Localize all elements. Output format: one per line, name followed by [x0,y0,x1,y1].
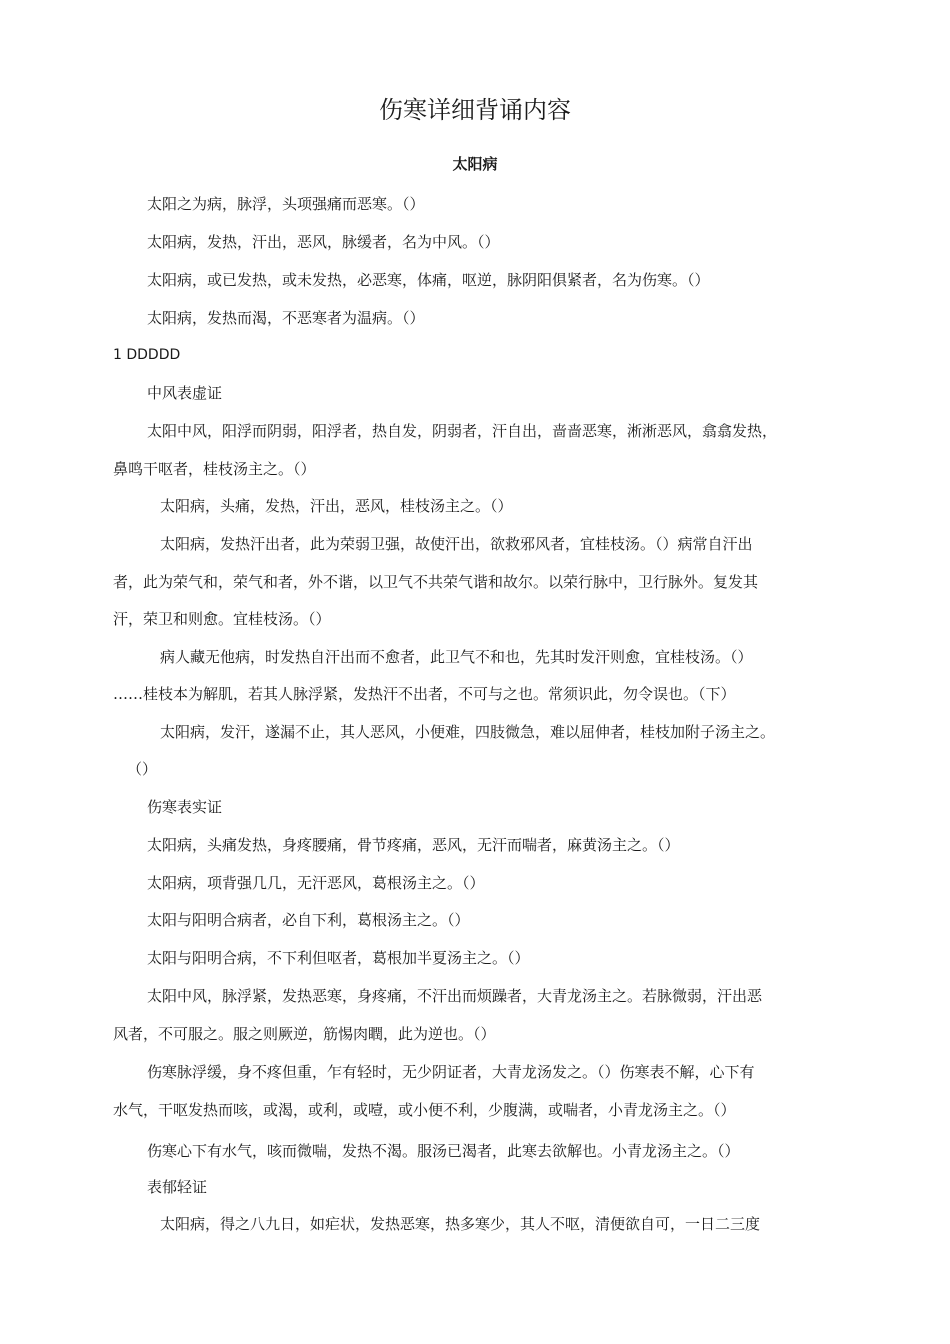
section-heading: 太阳病 [452,155,498,173]
subsection-heading: 伤寒表实证 [147,798,223,816]
text-line: 太阳病，项背强几几，无汗恶风，葛根汤主之。（） [147,874,485,892]
text-line: 太阳病，发热汗出者，此为荣弱卫强，故使汗出，欲救邪风者，宜桂枝汤。（）病常自汗出 [160,535,753,553]
text-line: （） [127,760,158,778]
text-line: 太阳病，或已发热，或未发热，必恶寒，体痛，呕逆，脉阴阳俱紧者，名为伤寒。（） [147,271,710,289]
text-line: 太阳病，头痛发热，身疼腰痛，骨节疼痛，恶风，无汗而喘者，麻黄汤主之。（） [147,836,680,854]
text-line: 太阳病，头痛，发热，汗出，恶风，桂枝汤主之。（） [160,497,513,515]
text-line: 太阳中风，脉浮紧，发热恶寒，身疼痛，不汗出而烦躁者，大青龙汤主之。若脉微弱，汗出恶 [147,987,763,1005]
text-line: 鼻鸣干呕者，桂枝汤主之。（） [113,460,316,478]
text-line: 太阳中风，阳浮而阴弱，阳浮者，热自发，阴弱者，汗自出，啬啬恶寒，淅淅恶风，翕翕发热， [147,422,778,440]
section-number: 1 DDDDD [113,347,181,363]
text-line: 伤寒心下有水气，咳而微喘，发热不渴。服汤已渴者，此寒去欲解也。小青龙汤主之。（） [147,1142,740,1160]
text-line: 水气，干呕发热而咳，或渴，或利，或噎，或小便不利，少腹满，或喘者，小青龙汤主之。（） [113,1101,736,1119]
subsection-heading: 中风表虚证 [147,384,223,402]
subsection-heading: 表郁轻证 [147,1178,208,1196]
text-line: ……桂枝本为解肌，若其人脉浮紧，发热汗不出者，不可与之也。常须识此，勿令误也。（下） [113,685,736,703]
text-line: 太阳病，发热，汗出，恶风，脉缓者，名为中风。（） [147,233,500,251]
text-line: 太阳与阳明合病，不下利但呕者，葛根加半夏汤主之。（） [147,949,530,967]
text-line: 风者，不可服之。服之则厥逆，筋惕肉瞤，此为逆也。（） [113,1025,496,1043]
text-line: 太阳病，得之八九日，如疟状，发热恶寒，热多寒少，其人不呕，清便欲自可，一日二三度 [160,1215,761,1233]
text-line: 太阳与阳明合病者，必自下利，葛根汤主之。（） [147,911,470,929]
text-line: 太阳之为病，脉浮，头项强痛而恶寒。（） [147,195,425,213]
text-line: 汗，荣卫和则愈。宜桂枝汤。（） [113,610,331,628]
document-title: 伤寒详细背诵内容 [379,96,571,124]
text-line: 病人藏无他病，时发热自汗出而不愈者，此卫气不和也，先其时发汗则愈，宜桂枝汤。（） [160,648,753,666]
text-line: 者，此为荣气和，荣气和者，外不谐，以卫气不共荣气谐和故尔。以荣行脉中，卫行脉外。复发其 [113,573,759,591]
text-line: 伤寒脉浮缓，身不疼但重，乍有轻时，无少阴证者，大青龙汤发之。（）伤寒表不解，心下有 [147,1063,755,1081]
text-line: 太阳病，发汗，遂漏不止，其人恶风，小便难，四肢微急，难以屈伸者，桂枝加附子汤主之。 [160,723,776,741]
text-line: 太阳病，发热而渴，不恶寒者为温病。（） [147,309,425,327]
